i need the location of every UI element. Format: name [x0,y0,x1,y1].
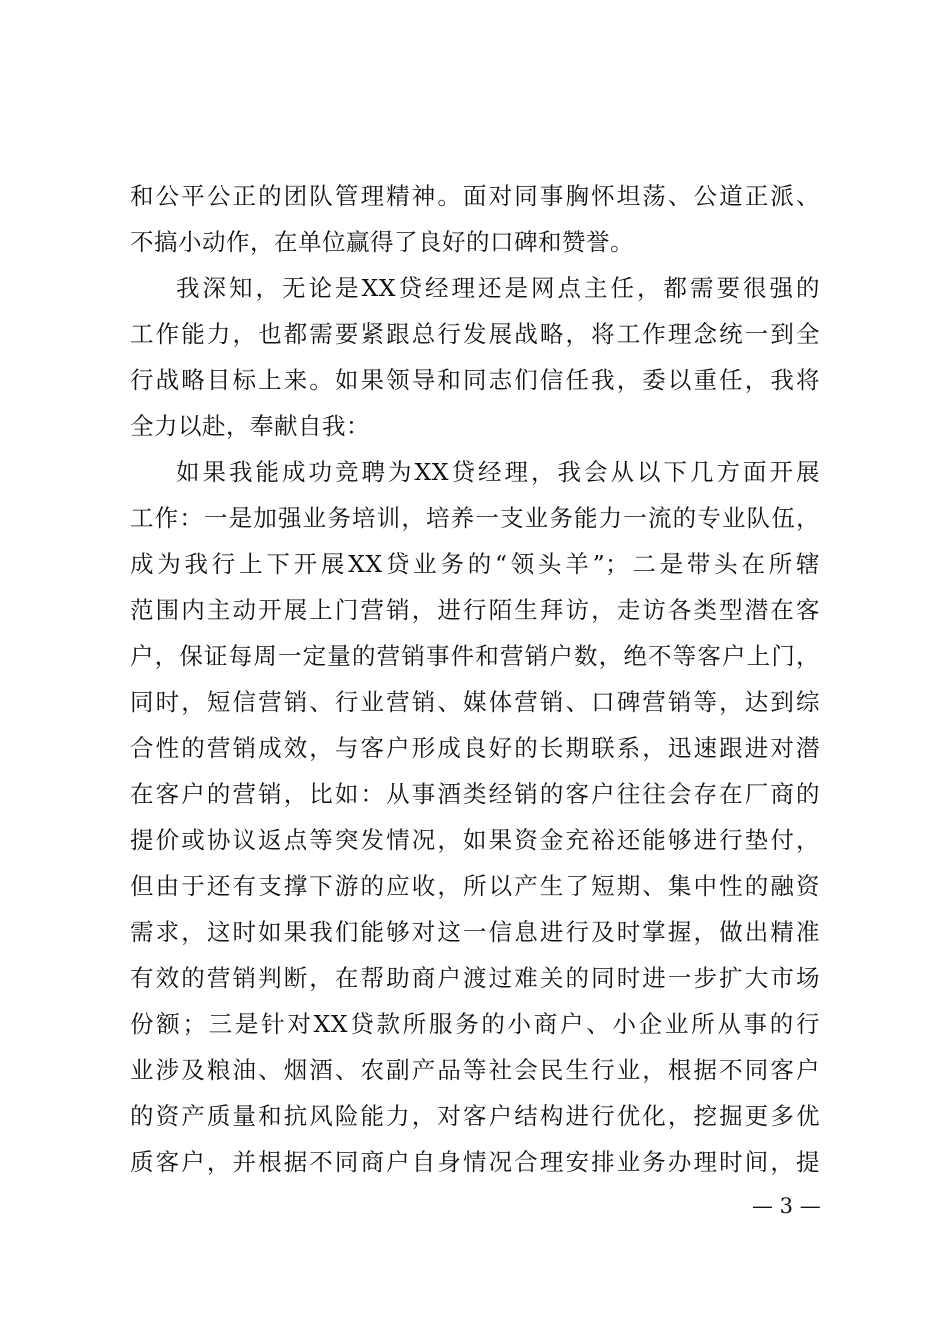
text-line: 提价或协议返点等突发情况，如果资金充裕还能够进行垫付， [130,826,820,854]
text-line: 范围内主动开展上门营销，进行陌生拜访，走访各类型潜在客 [130,596,820,624]
text-line: 工作能力，也都需要紧跟总行发展战略，将工作理念统一到全 [130,320,820,348]
text-line: 在客户的营销，比如：从事酒类经销的客户往往会存在厂商的 [130,780,820,808]
text-line: 业涉及粮油、烟酒、农副产品等社会民生行业，根据不同客户 [130,1056,820,1084]
text-line: 我深知，无论是XX贷经理还是网点主任，都需要很强的 [176,274,820,302]
text-line: 份额；三是针对XX贷款所服务的小商户、小企业所从事的行 [130,1010,820,1038]
text-line: 不搞小动作，在单位赢得了良好的口碑和赞誉。 [130,228,634,256]
text-line: 需求，这时如果我们能够对这一信息进行及时掌握，做出精准 [130,918,820,946]
text-line: 全力以赴，奉献自我： [130,412,370,440]
text-line: 成为我行上下开展XX贷业务的“领头羊”；二是带头在所辖 [130,550,820,578]
text-line: 行战略目标上来。如果领导和同志们信任我，委以重任，我将 [130,366,820,394]
page-number: — 3 — [752,1194,821,1218]
text-line: 质客户，并根据不同商户自身情况合理安排业务办理时间，提 [130,1148,820,1176]
text-line: 有效的营销判断，在帮助商户渡过难关的同时进一步扩大市场 [130,964,820,992]
text-line: 但由于还有支撑下游的应收，所以产生了短期、集中性的融资 [130,872,820,900]
text-line: 如果我能成功竞聘为XX贷经理，我会从以下几方面开展 [176,458,820,486]
body-text [130,173,820,1185]
text-line: 合性的营销成效，与客户形成良好的长期联系，迅速跟进对潜 [130,734,820,762]
text-line: 的资产质量和抗风险能力，对客户结构进行优化，挖掘更多优 [130,1102,820,1130]
text-line: 工作：一是加强业务培训，培养一支业务能力一流的专业队伍， [130,504,820,532]
text-line: 同时，短信营销、行业营销、媒体营销、口碑营销等，达到综 [130,688,820,716]
text-line: 户，保证每周一定量的营销事件和营销户数，绝不等客户上门， [130,642,820,670]
text-line: 和公平公正的团队管理精神。面对同事胸怀坦荡、公道正派、 [130,182,820,210]
